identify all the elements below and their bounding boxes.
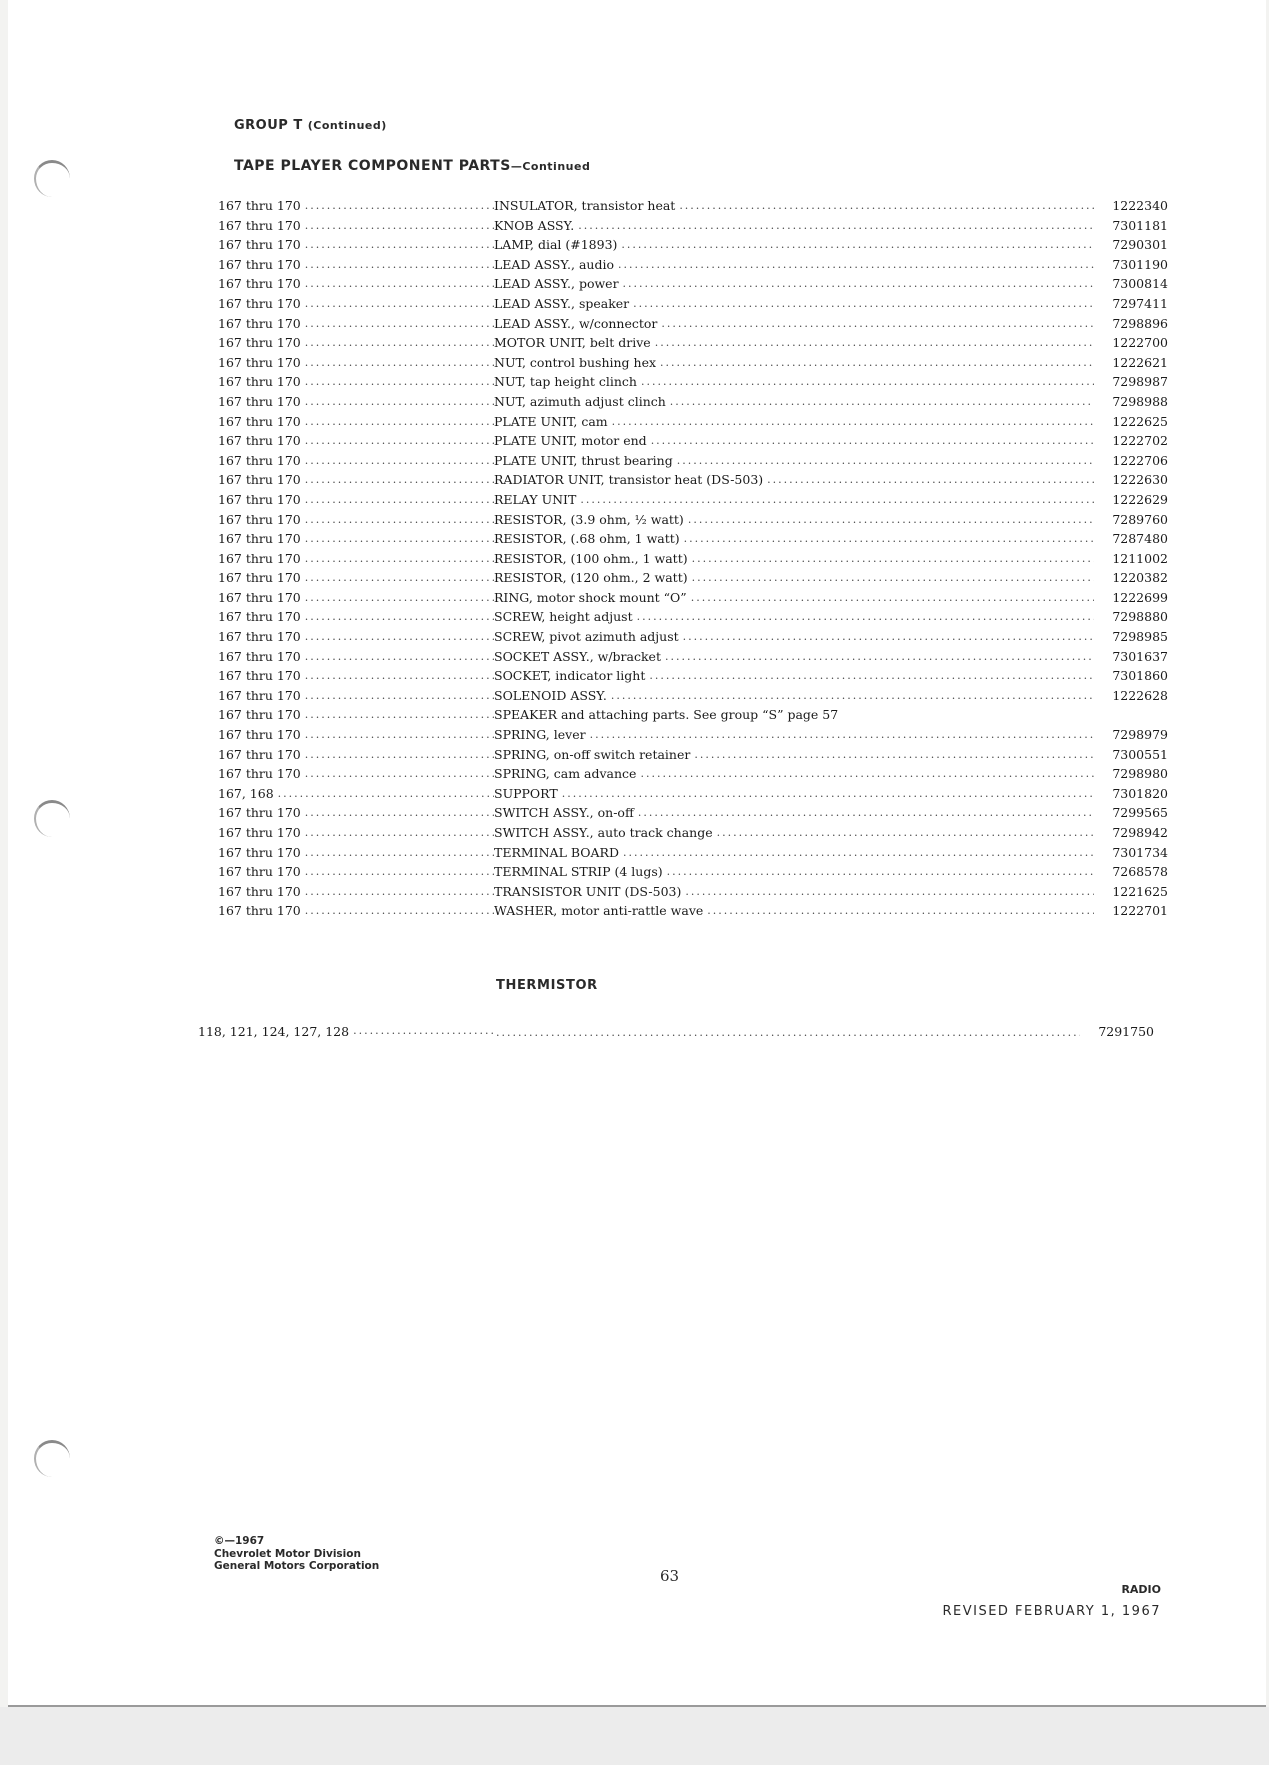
model-range: 167 thru 170 bbox=[218, 864, 301, 880]
table-row bbox=[218, 764, 1168, 784]
part-number: 7287480 bbox=[1112, 531, 1168, 547]
table-row bbox=[218, 255, 1168, 275]
table-row bbox=[218, 353, 1168, 373]
leader-dots bbox=[305, 216, 494, 236]
model-range: 167 thru 170 bbox=[218, 687, 301, 703]
leader-dots bbox=[611, 686, 1094, 706]
part-description: TRANSISTOR UNIT (DS-503) bbox=[494, 883, 682, 899]
part-description: SPRING, on-off switch retainer bbox=[494, 746, 691, 762]
part-number: 7301734 bbox=[1112, 844, 1168, 860]
table-row bbox=[218, 529, 1168, 549]
part-description: SOCKET, indicator light bbox=[494, 668, 646, 684]
binder-hole-top bbox=[34, 160, 70, 197]
part-number: 1222702 bbox=[1112, 433, 1168, 449]
part-number: 1222630 bbox=[1112, 472, 1168, 488]
leader-dots bbox=[305, 745, 494, 765]
leader-dots bbox=[578, 216, 1094, 236]
model-range: 167 thru 170 bbox=[218, 550, 301, 566]
table-row bbox=[218, 372, 1168, 392]
part-description: SCREW, height adjust bbox=[494, 609, 633, 625]
group-suffix: (Continued) bbox=[307, 119, 387, 132]
table-row bbox=[218, 333, 1168, 353]
model-range: 167 thru 170 bbox=[218, 393, 301, 409]
leader-dots bbox=[623, 843, 1094, 863]
thermistor-row bbox=[198, 1024, 1154, 1039]
leader-dots bbox=[305, 255, 494, 275]
model-range: 167 thru 170 bbox=[218, 374, 301, 390]
leader-dots bbox=[305, 412, 494, 432]
part-number: 7298942 bbox=[1112, 825, 1168, 840]
leader-dots bbox=[618, 255, 1094, 275]
leader-dots bbox=[691, 588, 1094, 608]
leader-dots bbox=[717, 823, 1094, 843]
part-number: 1222625 bbox=[1112, 413, 1168, 429]
part-description: NUT, azimuth adjust clinch bbox=[494, 393, 666, 409]
model-range: 167 thru 170 bbox=[218, 452, 301, 468]
leader-dots bbox=[305, 451, 494, 471]
footer-right bbox=[942, 1583, 1161, 1619]
part-description: RESISTOR, (100 ohm., 1 watt) bbox=[494, 550, 688, 566]
leader-dots bbox=[638, 803, 1094, 823]
leader-dots bbox=[278, 784, 494, 804]
part-number: 1222700 bbox=[1112, 335, 1168, 351]
part-description: LEAD ASSY., w/connector bbox=[494, 315, 658, 331]
part-number: 7300814 bbox=[1112, 276, 1168, 292]
leader-dots bbox=[670, 392, 1094, 412]
model-range: 167 thru 170 bbox=[218, 295, 301, 311]
leader-dots bbox=[641, 372, 1094, 392]
leader-dots bbox=[677, 451, 1094, 471]
part-number: 7300551 bbox=[1112, 746, 1168, 762]
table-row bbox=[218, 882, 1168, 902]
leader-dots bbox=[767, 470, 1094, 490]
part-number: 7298980 bbox=[1112, 766, 1168, 782]
leader-dots bbox=[305, 647, 494, 667]
leader-dots bbox=[305, 901, 494, 921]
part-description: RING, motor shock mount “O” bbox=[494, 589, 687, 605]
part-description: SWITCH ASSY., on-off bbox=[494, 805, 634, 821]
thermistor-title: THERMISTOR bbox=[496, 978, 598, 993]
part-number: 7301637 bbox=[1112, 648, 1168, 664]
part-description: PLATE UNIT, motor end bbox=[494, 433, 647, 449]
leader-dots bbox=[305, 470, 494, 490]
leader-dots bbox=[305, 823, 494, 843]
part-description: SWITCH ASSY., auto track change bbox=[494, 825, 713, 840]
part-description: RESISTOR, (3.9 ohm, ½ watt) bbox=[494, 511, 684, 527]
leader-dots bbox=[660, 353, 1094, 373]
part-number: 1222340 bbox=[1112, 198, 1168, 213]
table-row bbox=[218, 568, 1168, 588]
model-range: 167 thru 170 bbox=[218, 433, 301, 449]
table-row bbox=[218, 235, 1168, 255]
table-row bbox=[218, 216, 1168, 236]
model-range: 167 thru 170 bbox=[218, 629, 301, 645]
leader-dots bbox=[305, 803, 494, 823]
copyright-line: General Motors Corporation bbox=[214, 1560, 380, 1572]
leader-dots bbox=[305, 705, 494, 725]
leader-dots bbox=[305, 529, 494, 549]
leader-dots bbox=[305, 333, 494, 353]
table-row bbox=[218, 549, 1168, 569]
model-range: 167 thru 170 bbox=[218, 727, 301, 743]
leader-dots bbox=[621, 235, 1094, 255]
table-row bbox=[218, 745, 1168, 765]
model-range: 167, 168 bbox=[218, 785, 274, 801]
part-number: 7290301 bbox=[1112, 237, 1168, 253]
model-range: 167 thru 170 bbox=[218, 315, 301, 331]
part-description: PLATE UNIT, thrust bearing bbox=[494, 452, 673, 468]
leader-dots bbox=[305, 372, 494, 392]
part-number: 7298987 bbox=[1112, 374, 1168, 390]
part-description: RESISTOR, (120 ohm., 2 watt) bbox=[494, 570, 688, 586]
model-range: 167 thru 170 bbox=[218, 844, 301, 860]
leader-dots bbox=[305, 314, 494, 334]
part-description: RESISTOR, (.68 ohm, 1 watt) bbox=[494, 531, 680, 547]
part-description: SCREW, pivot azimuth adjust bbox=[494, 629, 679, 645]
leader-dots bbox=[305, 882, 494, 902]
model-range: 167 thru 170 bbox=[218, 825, 301, 840]
part-number: 7297411 bbox=[1112, 295, 1168, 311]
leader-dots bbox=[305, 568, 494, 588]
leader-dots bbox=[305, 686, 494, 706]
leader-dots bbox=[305, 607, 494, 627]
leader-dots bbox=[637, 607, 1094, 627]
leader-dots bbox=[305, 392, 494, 412]
part-number: 7298985 bbox=[1112, 629, 1168, 645]
leader-dots bbox=[684, 529, 1094, 549]
leader-dots bbox=[305, 235, 494, 255]
leader-dots bbox=[651, 431, 1094, 451]
model-range: 167 thru 170 bbox=[218, 707, 301, 723]
leader-dots bbox=[688, 510, 1094, 530]
scanner-bed-margin bbox=[0, 1707, 1269, 1765]
model-range: 167 thru 170 bbox=[218, 511, 301, 527]
leader-dots bbox=[640, 764, 1094, 784]
leader-dots bbox=[679, 196, 1094, 216]
part-description: LEAD ASSY., audio bbox=[494, 256, 614, 272]
leader-dots bbox=[353, 1024, 496, 1039]
table-row bbox=[218, 901, 1168, 921]
table-row bbox=[218, 490, 1168, 510]
table-row bbox=[218, 294, 1168, 314]
part-description: SPRING, lever bbox=[494, 727, 586, 743]
part-number: 7301181 bbox=[1112, 217, 1168, 233]
part-description: KNOB ASSY. bbox=[494, 217, 575, 233]
table-row bbox=[218, 686, 1168, 706]
leader-dots bbox=[661, 314, 1094, 334]
part-number: 1222621 bbox=[1112, 354, 1168, 370]
part-number: 7298896 bbox=[1112, 315, 1168, 331]
table-row bbox=[218, 588, 1168, 608]
leader-dots bbox=[496, 1026, 1080, 1039]
model-range: 167 thru 170 bbox=[218, 668, 301, 684]
part-number: 1220382 bbox=[1112, 570, 1168, 586]
leader-dots bbox=[305, 862, 494, 882]
part-number: 7289760 bbox=[1112, 511, 1168, 527]
part-description: RADIATOR UNIT, transistor heat (DS-503) bbox=[494, 472, 764, 488]
part-number: 1222628 bbox=[1112, 687, 1168, 703]
section-label: TAPE PLAYER COMPONENT PARTS bbox=[234, 158, 511, 174]
copyright-line: ©—1967 bbox=[214, 1535, 265, 1547]
model-range: 167 thru 170 bbox=[218, 746, 301, 762]
part-description: WASHER, motor anti-rattle wave bbox=[494, 903, 704, 919]
leader-dots bbox=[305, 588, 494, 608]
part-description: SPRING, cam advance bbox=[494, 766, 637, 782]
table-row bbox=[218, 510, 1168, 530]
leader-dots bbox=[623, 274, 1094, 294]
table-row bbox=[218, 803, 1168, 823]
leader-dots bbox=[633, 294, 1094, 314]
leader-dots bbox=[612, 412, 1094, 432]
model-range: 167 thru 170 bbox=[218, 648, 301, 664]
leader-dots bbox=[707, 901, 1094, 921]
leader-dots bbox=[305, 666, 494, 686]
model-range: 167 thru 170 bbox=[218, 531, 301, 547]
part-number: 7298988 bbox=[1112, 393, 1168, 409]
leader-dots bbox=[590, 725, 1094, 745]
part-number: 7299565 bbox=[1112, 805, 1168, 821]
model-range: 167 thru 170 bbox=[218, 354, 301, 370]
part-description: SPEAKER and attaching parts. See group “S” page 57 bbox=[494, 707, 839, 723]
model-range: 167 thru 170 bbox=[218, 217, 301, 233]
table-row bbox=[218, 451, 1168, 471]
thermistor-models: 118, 121, 124, 127, 128 bbox=[198, 1024, 350, 1039]
model-range: 167 thru 170 bbox=[218, 805, 301, 821]
model-range: 167 thru 170 bbox=[218, 472, 301, 488]
model-range: 167 thru 170 bbox=[218, 335, 301, 351]
model-range: 167 thru 170 bbox=[218, 570, 301, 586]
table-row bbox=[218, 823, 1168, 843]
section-name: RADIO bbox=[1121, 1583, 1161, 1596]
model-range: 167 thru 170 bbox=[218, 491, 301, 507]
part-number: 1211002 bbox=[1112, 550, 1168, 566]
part-number: 7301860 bbox=[1112, 668, 1168, 684]
table-row bbox=[218, 607, 1168, 627]
leader-dots bbox=[692, 568, 1094, 588]
table-row bbox=[218, 470, 1168, 490]
part-number: 1222706 bbox=[1112, 452, 1168, 468]
copyright-block bbox=[214, 1535, 379, 1573]
table-row bbox=[218, 862, 1168, 882]
table-row bbox=[218, 412, 1168, 432]
leader-dots bbox=[305, 196, 494, 216]
table-row bbox=[218, 647, 1168, 667]
leader-dots bbox=[655, 333, 1094, 353]
table-row bbox=[218, 705, 1168, 725]
binder-hole-bottom bbox=[34, 1440, 70, 1477]
part-description: LEAD ASSY., power bbox=[494, 276, 619, 292]
section-title bbox=[234, 158, 590, 174]
part-description: SUPPORT bbox=[494, 785, 558, 801]
part-description: NUT, tap height clinch bbox=[494, 374, 637, 390]
leader-dots bbox=[562, 784, 1094, 804]
revision-date: REVISED FEBRUARY 1, 1967 bbox=[942, 1604, 1161, 1619]
leader-dots bbox=[694, 745, 1094, 765]
table-row bbox=[218, 392, 1168, 412]
part-number: 7298880 bbox=[1112, 609, 1168, 625]
model-range: 167 thru 170 bbox=[218, 883, 301, 899]
table-row bbox=[218, 627, 1168, 647]
part-description: LAMP, dial (#1893) bbox=[494, 237, 618, 253]
part-number: 1222701 bbox=[1112, 903, 1168, 919]
leader-dots bbox=[305, 764, 494, 784]
part-number: 7268578 bbox=[1112, 864, 1168, 880]
leader-dots bbox=[685, 882, 1094, 902]
model-range: 167 thru 170 bbox=[218, 609, 301, 625]
part-number: 1222699 bbox=[1112, 589, 1168, 605]
part-description: LEAD ASSY., speaker bbox=[494, 295, 630, 311]
group-title bbox=[234, 118, 387, 133]
table-row bbox=[218, 431, 1168, 451]
leader-dots bbox=[649, 666, 1094, 686]
leader-dots bbox=[692, 549, 1094, 569]
group-label: GROUP T bbox=[234, 118, 303, 133]
model-range: 167 thru 170 bbox=[218, 276, 301, 292]
part-description: MOTOR UNIT, belt drive bbox=[494, 335, 651, 351]
part-description: TERMINAL STRIP (4 lugs) bbox=[494, 864, 663, 880]
binder-hole-middle bbox=[34, 800, 70, 837]
table-row bbox=[218, 196, 1168, 216]
table-row bbox=[218, 314, 1168, 334]
model-range: 167 thru 170 bbox=[218, 903, 301, 919]
part-number: 7298979 bbox=[1112, 727, 1168, 743]
model-range: 167 thru 170 bbox=[218, 198, 301, 213]
part-description: SOLENOID ASSY. bbox=[494, 687, 607, 703]
leader-dots bbox=[305, 510, 494, 530]
model-range: 167 thru 170 bbox=[218, 766, 301, 782]
leader-dots bbox=[305, 627, 494, 647]
thermistor-part-number: 7291750 bbox=[1098, 1024, 1154, 1039]
leader-dots bbox=[305, 353, 494, 373]
leader-dots bbox=[665, 647, 1094, 667]
leader-dots bbox=[683, 627, 1094, 647]
part-number: 7301190 bbox=[1112, 256, 1168, 272]
model-range: 167 thru 170 bbox=[218, 589, 301, 605]
table-row bbox=[218, 784, 1168, 804]
leader-dots bbox=[305, 294, 494, 314]
model-range: 167 thru 170 bbox=[218, 256, 301, 272]
part-description: SOCKET ASSY., w/bracket bbox=[494, 648, 661, 664]
part-number: 1222629 bbox=[1112, 491, 1168, 507]
table-row bbox=[218, 666, 1168, 686]
part-description: NUT, control bushing hex bbox=[494, 354, 657, 370]
part-number: 7301820 bbox=[1112, 785, 1168, 801]
leader-dots bbox=[305, 725, 494, 745]
part-description: TERMINAL BOARD bbox=[494, 844, 619, 860]
part-description: PLATE UNIT, cam bbox=[494, 413, 608, 429]
leader-dots bbox=[305, 274, 494, 294]
leader-dots bbox=[305, 431, 494, 451]
model-range: 167 thru 170 bbox=[218, 413, 301, 429]
leader-dots bbox=[305, 549, 494, 569]
parts-table bbox=[218, 196, 1168, 921]
table-row bbox=[218, 725, 1168, 745]
leader-dots bbox=[667, 862, 1094, 882]
page-number: 63 bbox=[660, 1567, 680, 1585]
part-description: RELAY UNIT bbox=[494, 491, 577, 507]
table-row bbox=[218, 274, 1168, 294]
leader-dots bbox=[305, 843, 494, 863]
leader-dots bbox=[305, 490, 494, 510]
part-description: INSULATOR, transistor heat bbox=[494, 198, 676, 213]
leader-dots bbox=[580, 490, 1094, 510]
model-range: 167 thru 170 bbox=[218, 237, 301, 253]
part-number: 1221625 bbox=[1112, 883, 1168, 899]
copyright-line: Chevrolet Motor Division bbox=[214, 1547, 361, 1560]
table-row bbox=[218, 843, 1168, 863]
section-suffix: —Continued bbox=[510, 160, 591, 173]
